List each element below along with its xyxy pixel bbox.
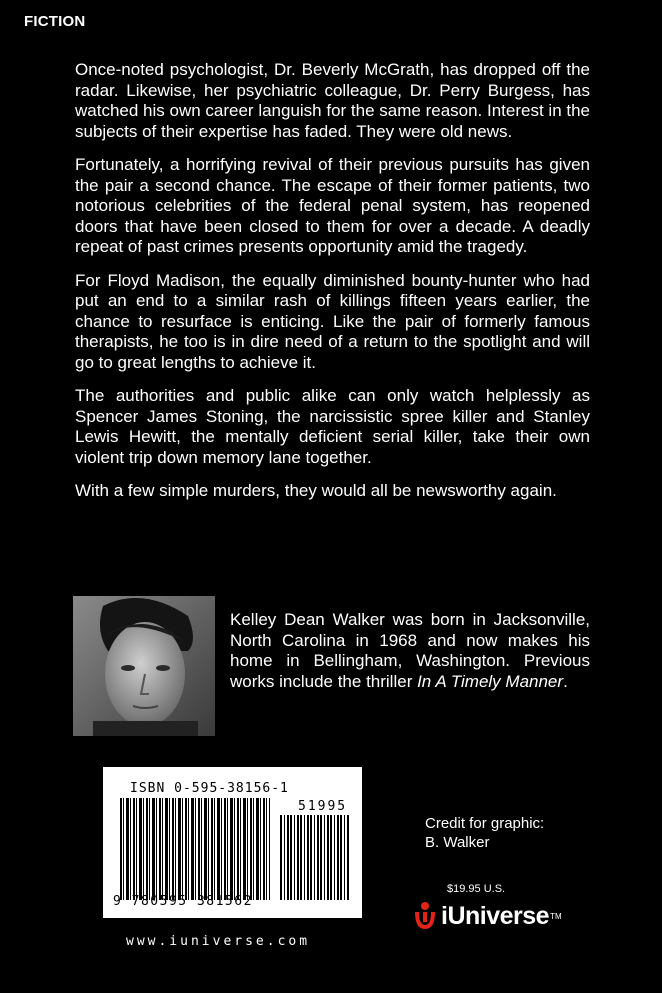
author-bio [230,610,590,692]
barcode-addon-bars [280,815,350,900]
author-portrait-image [73,596,215,736]
publisher-logo [413,900,562,932]
graphic-credit-label: Credit for graphic: [425,815,545,832]
isbn-number: ISBN 0-595-38156-1 [130,781,289,796]
author-bio-text: Kelley Dean Walker was born in Jacksonville, North Carolina in 1968 and now makes his home in Bellingham, Washington. Previous works include the thriller [230,610,590,691]
trademark-mark: TM [550,911,562,921]
publisher-website: www.iuniverse.com [126,934,311,949]
barcode-bars [120,798,270,900]
blurb-paragraph: With a few simple murders, they would all be newsworthy again. [75,481,557,500]
isbn-barcode [103,767,362,918]
ean-digits: 9 780595 381562 [113,894,253,909]
blurb-paragraph: Once-noted psychologist, Dr. Beverly McGrath, has dropped off the radar. Likewise, her psychiatric colleague, Dr. Perry Burgess, has watched his own career languish for the same reason. Interest in the subjects of their expertise has faded. They were old news. [75,60,591,141]
iuniverse-logo-icon [413,901,437,931]
blurb-paragraph: Fortunately, a horrifying revival of their previous pursuits has given the pair a second chance. The escape of their former patients, two notorious celebrities of the federal penal system, has reopened doors that have been closed to them for over a decade. A deadly repeat of past crimes presents opportunity amid the tragedy. [75,155,590,256]
graphic-credit-name: B. Walker [425,834,490,851]
blurb-paragraph: For Floyd Madison, the equally diminished bounty-hunter who had put an end to a similar rash of killings fifteen years earlier, the chance to resurface is enticing. Like the pair of formerly famous therapists, he too is in dire need of a return to the spotlight and will go to great lengths to achieve it. [75,270,590,372]
author-bio-end: . [563,671,568,691]
graphic-credit [425,814,544,852]
author-photo [73,596,215,736]
publisher-name: iUniverse [441,901,550,930]
back-cover-blurb [75,60,590,515]
blurb-paragraph: The authorities and public alike can only watch helplessly as Spencer James Stoning, the narcissistic spree killer and Stanley Lewis Hewitt, the mentally deficient serial killer, take their own violent trip down memory lane together. [75,386,590,467]
price: $19.95 U.S. [447,883,506,895]
previous-work-title: In A Timely Manner [417,671,564,691]
barcode-price-code: 51995 [298,799,348,814]
category-label: FICTION [24,13,86,30]
